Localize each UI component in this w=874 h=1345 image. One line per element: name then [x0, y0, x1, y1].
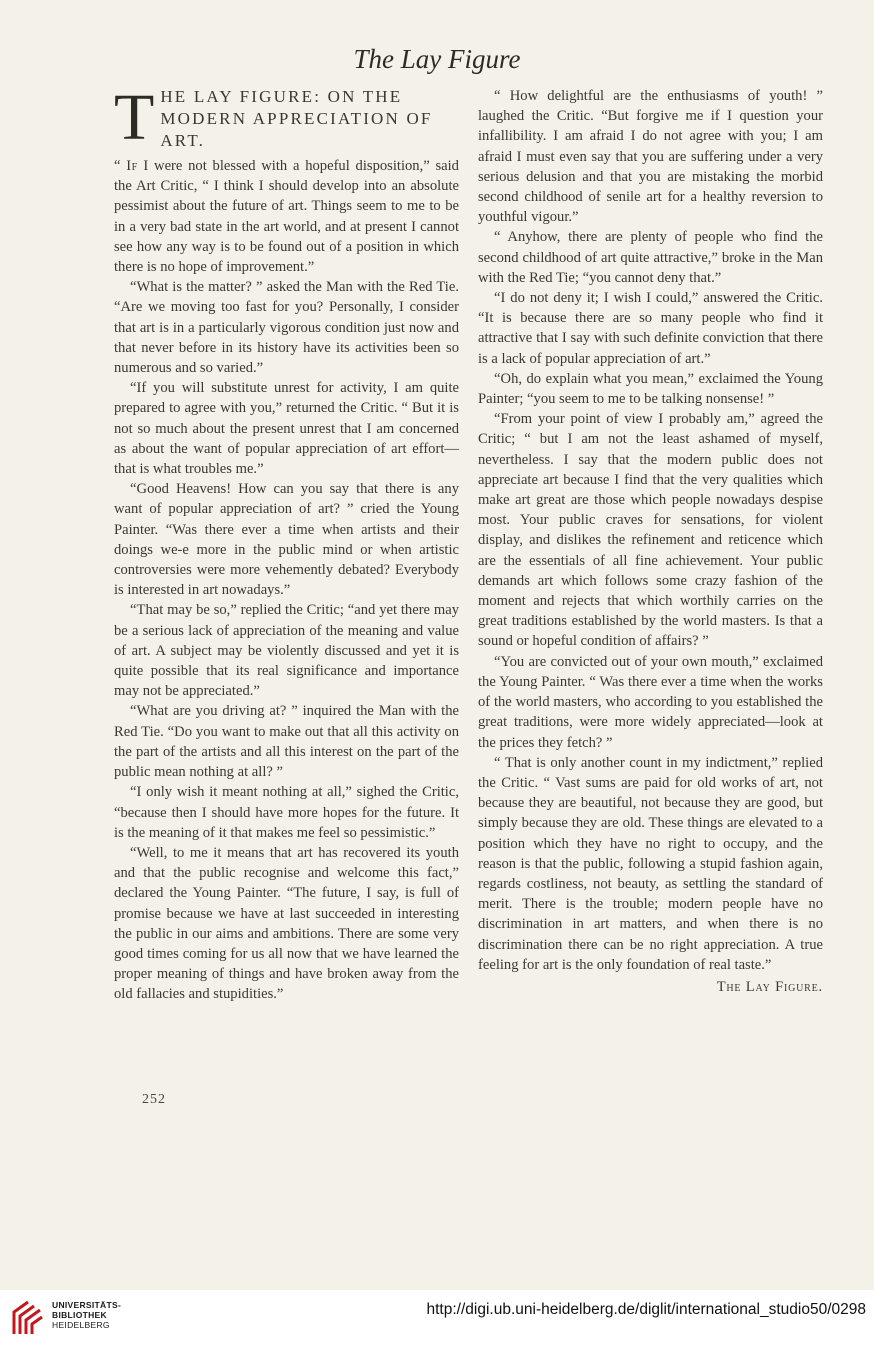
paragraph: “From your point of view I probably am,” agreed the Critic; “ but I am not the least ashamed of myself, nevertheless. I say that the modern public does not appreciate art because I find that the very qualities which make art great are those which people nowadays despise most. Your public craves for sensations, for violent display, and dislikes the refinement and reticence which are the essentials of all fine achievement. Your public demands art which follows some crazy fashion of the moment and rejects that which worthily carries on the great traditions established by the world masters. Is that a sound or hopeful condition of affairs? ” — [478, 411, 823, 650]
first-paragraph: “ If I were not blessed with a hopeful disposition,” said the Art Critic, “ I think I should develop into an absolute pessimist about the future of art. Things seem to me to be in a very bad state in the art world, and at present I cannot see how any way is to be found out of a position in which there is no hope of improvement.” — [114, 158, 459, 276]
source-url-link[interactable]: http://digi.ub.uni-heidelberg.de/diglit/international_studio50/0298 — [426, 1301, 866, 1318]
paragraph: “ Anyhow, there are plenty of people who find the second childhood of art quite attractive,” broke in the Man with the Red Tie; “you cannot deny that.” — [478, 229, 823, 286]
paragraph: “I only wish it meant nothing at all,” sighed the Critic, “because then I should have more hopes for the future. It is the meaning of it that makes me feel so pessimistic.” — [114, 784, 459, 841]
paragraph: “That may be so,” replied the Critic; “and yet there may be a serious lack of appreciation of the meaning and value of art. A subject may be violently discussed and yet it is quite possible that its real significance and importance may not be appreciated.” — [114, 602, 459, 700]
right-column — [478, 86, 823, 997]
page-number: 252 — [142, 1092, 166, 1107]
signature: The Lay Figure. — [716, 978, 823, 995]
footer-bar — [0, 1290, 874, 1345]
running-head: The Lay Figure — [353, 44, 521, 74]
drop-cap: T — [114, 81, 155, 154]
headline-text: HE LAY FIGURE: ON THE MODERN APPRECIATION OF ART. — [160, 87, 433, 150]
paragraph: “ How delightful are the enthusiasms of youth! ” laughed the Critic. “But forgive me if I question your infallibility. I am afraid I do not agree with you; I am afraid I must even say that you are suffering under a very serious delusion and that you are mistaking the morbid second childhood of senile art for a healthy reversion to youthful vigour.” — [478, 88, 823, 226]
article-headline — [114, 81, 459, 154]
paragraph: “What are you driving at? ” inquired the Man with the Red Tie. “Do you want to make out that all this activity on the part of the artists and all this interest on the part of the public mean nothing at all? ” — [114, 703, 459, 781]
paragraph: “Oh, do explain what you mean,” exclaimed the Young Painter; “you seem to me to be talking nonsense! ” — [478, 370, 823, 408]
paragraph: “If you will substitute unrest for activity, I am quite prepared to agree with you,” returned the Critic. “ But it is not so much about the present unrest that I am concerned as about the want of popular appreciation of art effort—that is what troubles me.” — [114, 380, 459, 478]
paragraph: “You are convicted out of your own mouth,” exclaimed the Young Painter. “ Was there ever a time when the works of the world masters, who according to you established the great traditions, were more widely appreciated—look at the prices they fetch? ” — [478, 653, 823, 751]
paragraph: “Good Heavens! How can you say that there is any want of popular appreciation of art? ” cried the Young Painter. “Was there ever a time when artists and their doings we-e more in the public mind or when artistic controversies were more vehemently debated? Everybody is interested in art nowadays.” — [114, 481, 459, 599]
first-word: If — [126, 158, 138, 174]
left-column — [114, 81, 459, 1005]
library-logo-icon — [8, 1298, 46, 1338]
paragraph: “ That is only another count in my indictment,” replied the Critic. “ Vast sums are paid for old works of art, not because they are beautiful, not because they are good, but simply because they are old. These things are elevated to a position which they have no right to occupy, and the reason is that the public, following a stupid fashion again, regards costliness, not beauty, as settling the standard of merit. There is the trouble; modern people have no discrimination in art matters, and when there is no discrimination there can be no right appreciation. A true feeling for art is the only foundation of real taste.” — [478, 754, 823, 973]
paragraph: “Well, to me it means that art has recovered its youth and that the public recognise and welcome this fact,” declared the Young Painter. “The future, I say, is full of promise because we have at last succeeded in interesting the public in our aims and ambitions. There are some very good times coming for us all now that we have learned the proper meaning of things and have broken away from the old fallacies and stupidities.” — [114, 844, 459, 1003]
paragraph: “What is the matter? ” asked the Man with the Red Tie. “Are we moving too fast for you? Personally, I consider that art is in a particularly vigorous condition just now and that never before in its history have its activities been so numerous and so varied.” — [114, 279, 459, 377]
library-name: UNIVERSITÄTS- BIBLIOTHEK HEIDELBERG — [52, 1300, 122, 1330]
paragraph: “I do not deny it; I wish I could,” answered the Critic. “It is because there are so many people who find it attractive that I say with such definite conviction that there is a lack of popular appreciation of art.” — [478, 290, 823, 367]
